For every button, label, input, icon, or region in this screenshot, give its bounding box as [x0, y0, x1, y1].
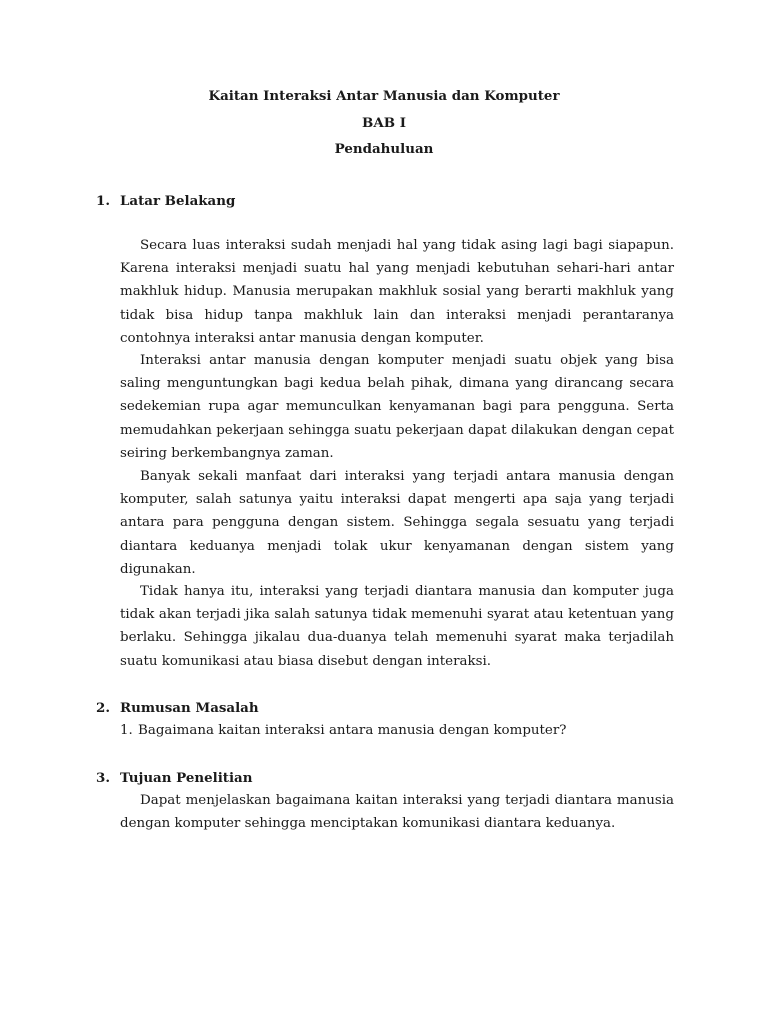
section-heading-rumusan-masalah	[96, 699, 259, 717]
chapter-title: Pendahuluan	[334, 141, 434, 157]
paragraph: Tidak hanya itu, interaksi yang terjadi diantara manusia dan komputer juga tidak akan terjadi jika salah satunya tidak memenuhi syarat atau ketentuan yang berlaku. Sehingga jikalau dua-duanya telah memenuhi syarat maka terjadilah suatu komunikasi atau biasa disebut dengan interaksi.	[120, 584, 674, 669]
paragraph: Banyak sekali manfaat dari interaksi yang terjadi antara manusia dengan komputer, salah satunya yaitu interaksi dapat mengerti apa saja yang terjadi antara para pengguna dengan sistem. Sehingga segala sesuatu yang terjadi diantara keduanya menjadi tolak ukur kenyamanan dengan sistem yang digunakan.	[120, 469, 674, 577]
list-item-text: Bagaimana kaitan interaksi antara manusia dengan komputer?	[138, 723, 567, 738]
section-number: 1.	[96, 193, 110, 209]
section-number: 3.	[96, 770, 110, 786]
section-title: Rumusan Masalah	[120, 700, 259, 716]
section-title: Latar Belakang	[120, 193, 236, 209]
section-heading-latar-belakang	[96, 192, 235, 210]
list-item-number: 1.	[120, 723, 133, 738]
paragraph: Secara luas interaksi sudah menjadi hal yang tidak asing lagi bagi siapapun. Karena interaksi menjadi suatu hal yang menjadi kebutuhan sehari-hari antar makhluk hidup. Manusia merupakan makhluk sosial yang berarti makhluk yang tidak bisa hidup tanpa makhluk lain dan interaksi menjadi perantaranya contohnya interaksi antar manusia dengan komputer.	[120, 238, 674, 346]
paragraph: Interaksi antar manusia dengan komputer menjadi suatu objek yang bisa saling menguntungkan bagi kedua belah pihak, dimana yang dirancang secara sedekemian rupa agar memunculkan kenyamanan bagi para pengguna. Serta memudahkan pekerjaan sehingga suatu pekerjaan dapat dilakukan dengan cepat seiring berkembangnya zaman.	[120, 353, 674, 461]
list-item	[120, 722, 566, 740]
section-title: Tujuan Penelitian	[120, 770, 253, 786]
paragraph: Dapat menjelaskan bagaimana kaitan interaksi yang terjadi diantara manusia dengan komputer sehingga menciptakan komunikasi diantara keduanya.	[120, 793, 674, 832]
section-heading-tujuan-penelitian	[96, 769, 252, 787]
document-title: Kaitan Interaksi Antar Manusia dan Komputer	[208, 88, 560, 104]
chapter-label: BAB I	[362, 115, 406, 131]
section-number: 2.	[96, 700, 110, 716]
